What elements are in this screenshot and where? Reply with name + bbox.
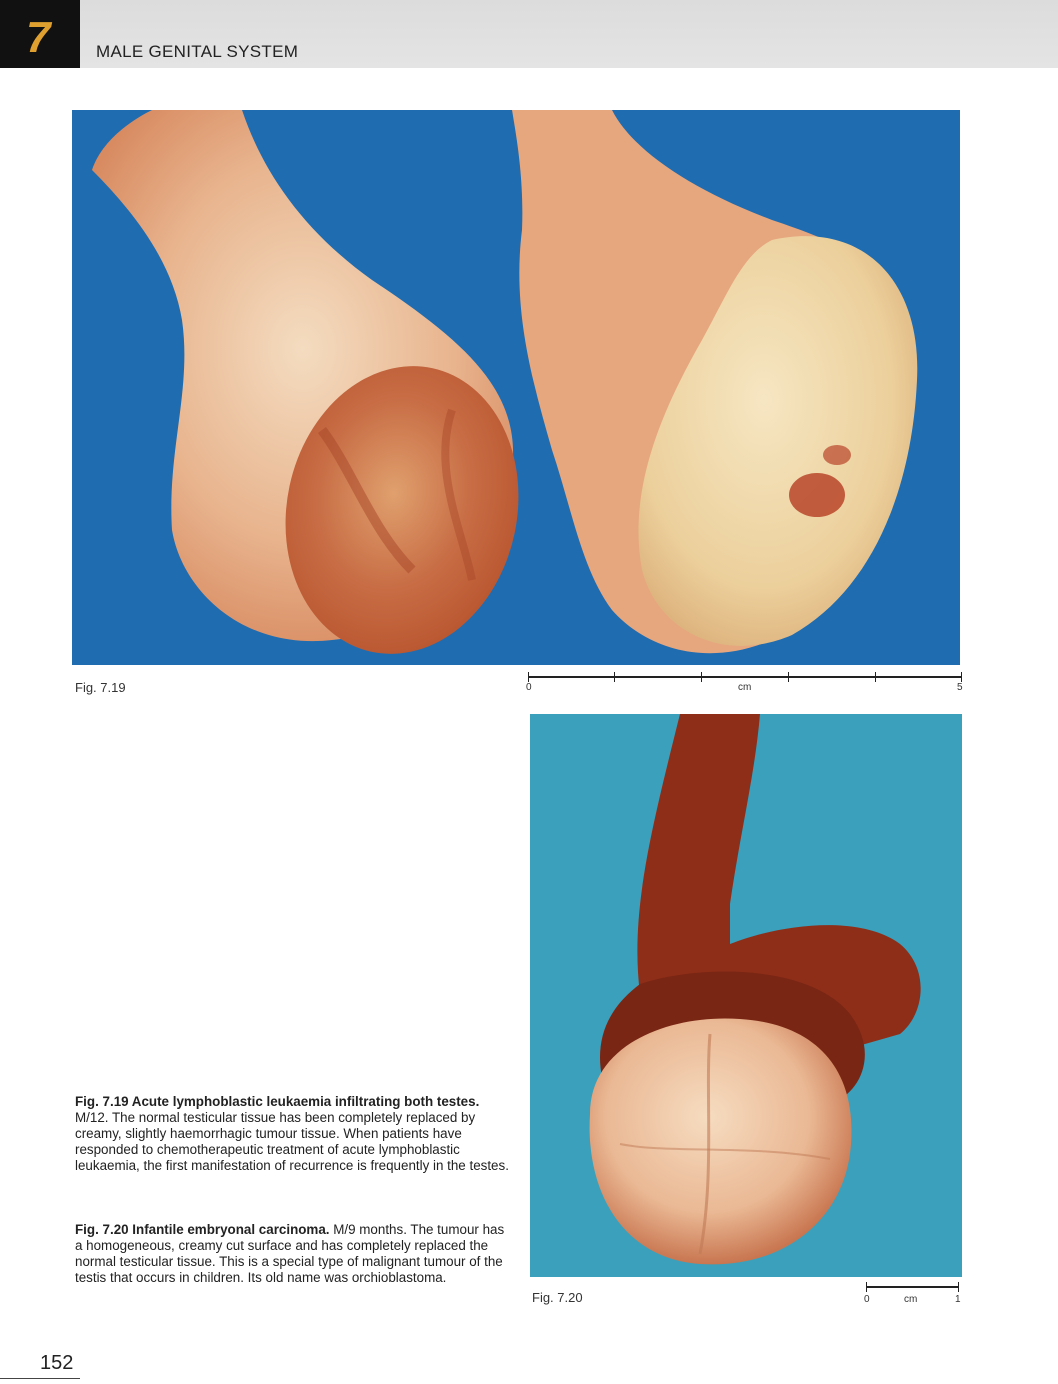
figure-7-20-scale-bar — [866, 1278, 966, 1308]
caption-fig-7-19 — [75, 1094, 515, 1174]
scale-tick — [961, 672, 962, 682]
caption-title: Fig. 7.19 Acute lymphoblastic leukaemia infiltrating both testes. — [75, 1094, 480, 1109]
specimen-illustration — [72, 110, 960, 665]
scale-start: 0 — [526, 682, 532, 693]
caption-body: M/9 months. The tumour has a homogeneous, creamy cut surface and has completely replaced the normal testicular tissue. This is a special type of malignant tumour of the testis that occurs in children. Its old name was orchioblastoma. — [75, 1222, 505, 1285]
scale-tick — [528, 672, 529, 682]
figure-7-20-photo — [530, 714, 962, 1277]
scale-tick — [875, 672, 876, 682]
page-number: 152 — [40, 1352, 74, 1374]
scale-tick — [866, 1282, 867, 1292]
section-title: MALE GENITAL SYSTEM — [96, 42, 299, 61]
scale-line — [866, 1286, 959, 1288]
scale-tick — [701, 672, 702, 682]
chapter-number: 7 — [26, 13, 51, 62]
chapter-tab — [0, 0, 80, 68]
scale-tick — [958, 1282, 959, 1292]
specimen-illustration — [530, 714, 962, 1277]
scale-line — [528, 676, 962, 678]
scale-end: 1 — [955, 1294, 961, 1305]
figure-7-20-label: Fig. 7.20 — [532, 1290, 583, 1305]
scale-end: 5 — [957, 682, 963, 693]
scale-tick — [614, 672, 615, 682]
scale-unit: cm — [738, 682, 752, 693]
scale-unit: cm — [904, 1294, 918, 1305]
figure-7-19-photo — [72, 110, 960, 665]
caption-body: M/12. The normal testicular tissue has been completely replaced by creamy, slightly haemorrhagic tumour tissue. When patients have responded to chemotherapeutic treatment of acute lymphoblastic leukaemia, the first manifestation of recurrence is frequently in the testes. — [75, 1110, 509, 1173]
figure-7-19-scale-bar — [528, 668, 964, 698]
caption-fig-7-20 — [75, 1222, 515, 1286]
figure-7-19-label: Fig. 7.19 — [75, 680, 126, 695]
footer-rule — [0, 1378, 80, 1379]
caption-title: Fig. 7.20 Infantile embryonal carcinoma. — [75, 1222, 330, 1237]
scale-tick — [788, 672, 789, 682]
scale-start: 0 — [864, 1294, 870, 1305]
